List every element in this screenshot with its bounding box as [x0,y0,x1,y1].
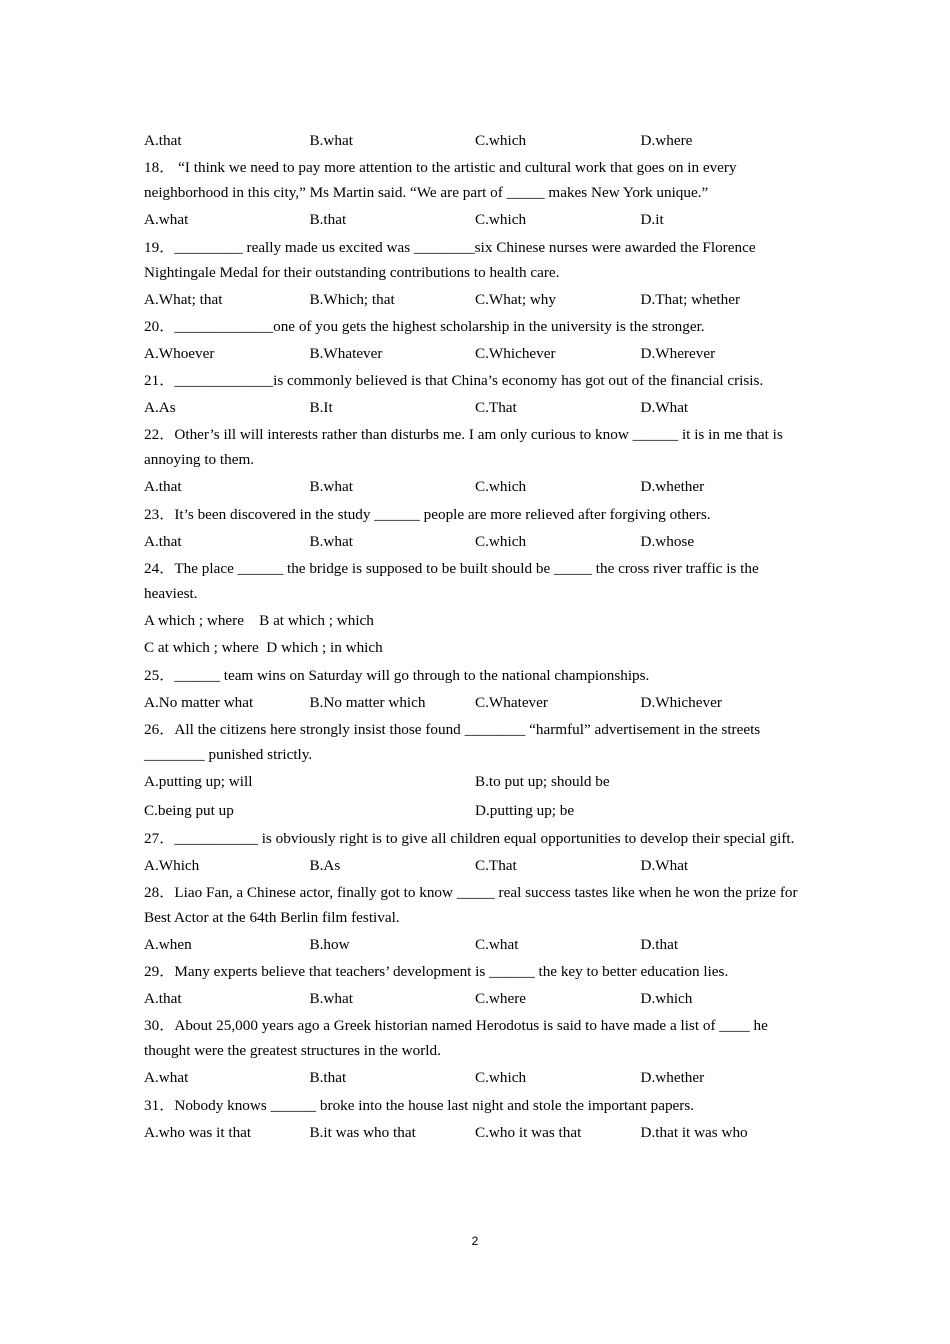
question-body: About 25,000 years ago a Greek historian named Herodotus is said to have made a list of ____ he thought were the greatest structures in the world. [144,1017,768,1060]
options-row [144,852,814,879]
option: B.what [309,532,353,550]
option: C.where [475,990,527,1008]
option: A.what [144,1069,189,1087]
question-text [144,421,814,473]
option: A.putting up; will [144,772,253,790]
question-body: ______ team wins on Saturday will go through to the national championships. [174,666,650,684]
question-text [144,555,814,607]
question-body: _________ really made us excited was ________six Chinese nurses were awarded the Florence Nightingale Medal for their outstanding contributions to health care. [144,238,756,281]
option: D.putting up; be [475,802,575,820]
question-body: All the citizens here strongly insist those found ________ “harmful” advertisement in the streets ________ punished strictly. [144,720,761,763]
option: B.It [309,399,333,417]
option-line: A which ; where B at which ; which [144,612,374,630]
option: C.being put up [144,802,234,820]
option: B.it was who that [309,1123,416,1141]
option: C.What; why [475,290,556,308]
question-text [144,958,814,985]
question-number: 19． [144,238,175,256]
question-number: 31． [144,1096,175,1114]
option: C.Whatever [475,693,548,711]
option: A.As [144,399,176,417]
option: D.it [640,211,664,229]
option: D.That; whether [640,290,741,308]
options-row [144,1119,814,1146]
options-row [144,206,814,233]
option: C.what [475,935,519,953]
page-number: 2 [471,1234,479,1248]
option: D.whether [640,1069,705,1087]
option: D.where [640,132,693,149]
option: B.that [309,1069,347,1087]
question-number: 23． [144,505,175,523]
options-row [144,394,814,421]
option: A.who was it that [144,1123,252,1141]
option: A.that [144,990,182,1008]
question-body: _____________is commonly believed is that China’s economy has got out of the financial crisis. [174,372,764,390]
exam-content [144,127,814,1146]
question-number: 24． [144,560,175,578]
option: D.Wherever [640,344,716,362]
option: A.that [144,478,182,496]
option: B.Whatever [309,344,383,362]
option: B.Which; that [309,290,395,308]
question-number: 29． [144,963,175,981]
option: D.whose [640,532,695,550]
question-number: 25． [144,666,175,684]
question-number: 30． [144,1017,175,1035]
option: B.what [309,132,353,149]
option: D.that [640,935,679,953]
options-row [144,528,814,555]
options-row [144,286,814,313]
option: B.No matter which [309,693,426,711]
option: A.What; that [144,290,223,308]
option: A.that [144,132,182,149]
option: D.Whichever [640,693,722,711]
question-body: “I think we need to pay more attention to the artistic and cultural work that goes on in every neighborhood in this city,” Ms Martin said. “We are part of _____ makes New York unique.” [144,159,737,202]
question-number: 28． [144,883,175,901]
question-text [144,716,814,768]
question-text [144,234,814,286]
option: D.which [640,990,693,1008]
option: B.that [309,211,347,229]
options-row [144,340,814,367]
option: B.what [309,478,353,496]
question-number: 22． [144,426,175,444]
option: C.That [475,856,517,874]
options-row [144,985,814,1012]
option: C.which [475,478,527,496]
options-row [144,931,814,958]
question-body: Liao Fan, a Chinese actor, finally got to know _____ real success tastes like when he won the prize for Best Actor at the 64th Berlin film festival. [144,883,798,926]
question-text [144,367,814,394]
question-text [144,1092,814,1119]
options-row [144,768,814,795]
question-number: 21． [144,372,175,390]
option: C.Whichever [475,344,556,362]
options-row [144,1064,814,1091]
option: C.who it was that [475,1123,582,1141]
question-body: It’s been discovered in the study ______ people are more relieved after forgiving others. [174,505,711,523]
question-text [144,1012,814,1064]
option: B.to put up; should be [475,772,610,790]
option: C.which [475,132,527,149]
question-body: ___________ is obviously right is to give all children equal opportunities to develop their special gift. [174,829,795,847]
option: A.when [144,935,192,953]
option: D.What [640,399,689,417]
question-body: Many experts believe that teachers’ development is ______ the key to better education lies. [174,963,729,981]
question-number: 20． [144,317,175,335]
option: B.As [309,856,341,874]
question-body: The place ______ the bridge is supposed to be built should be _____ the cross river traffic is the heaviest. [144,560,759,603]
question-text [144,501,814,528]
option: C.which [475,211,527,229]
option: B.how [309,935,350,953]
options-row [144,689,814,716]
option: B.what [309,990,353,1008]
option: C.which [475,1069,527,1087]
question-text [144,662,814,689]
question-text [144,879,814,931]
option: A.Whoever [144,344,215,362]
option-line: C at which ; where D which ; in which [144,639,383,657]
question-body: Nobody knows ______ broke into the house last night and stole the important papers. [174,1096,695,1114]
question-number: 26． [144,720,175,738]
option: A.No matter what [144,693,254,711]
question-number: 27． [144,829,175,847]
options-row [144,127,814,154]
question-number: 18． [144,159,175,177]
options-row [144,797,814,824]
option: C.That [475,399,517,417]
option: A.what [144,211,189,229]
option: C.which [475,532,527,550]
options-row [144,473,814,500]
option: A.that [144,532,182,550]
question-body: _____________one of you gets the highest scholarship in the university is the stronger. [174,317,705,335]
question-text [144,825,814,852]
question-text [144,154,814,206]
option: D.that it was who [640,1123,748,1141]
question-text [144,313,814,340]
option: D.What [640,856,689,874]
question-body: Other’s ill will interests rather than disturbs me. I am only curious to know ______ it is in me that is annoying to them. [144,426,783,469]
option: D.whether [640,478,705,496]
option: A.Which [144,856,200,874]
